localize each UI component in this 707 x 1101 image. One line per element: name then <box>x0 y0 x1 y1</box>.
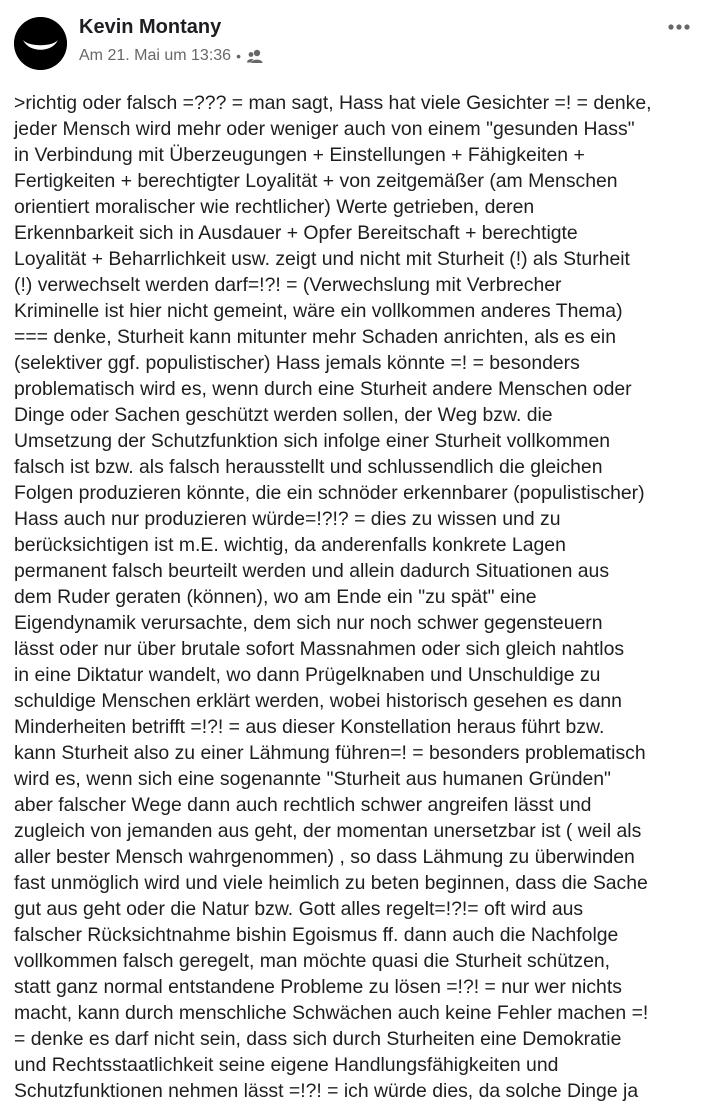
more-horizontal-icon[interactable] <box>664 17 694 37</box>
avatar-logo-icon <box>14 17 67 70</box>
meta-separator: • <box>236 48 241 64</box>
post-body-text: >richtig oder falsch =??? = man sagt, Hass hat viele Gesichter =! = denke, jeder Mensch wird mehr oder weniger auch von einem "gesunden Hass" in Verbindung mit Überzeugungen + Einstellungen + Fähigkeiten + Fertigkeiten + berechtigter Loyalität + von zeitgemäßer (am Menschen orientiert moralischer wie rechtlicher) Werte getrieben, deren Erkennbarkeit sich in Ausdauer + Opfer Bereitschaft + berechtigte Loyalität + Beharrlichkeit usw. zeigt und nicht mit Sturheit (!) als Sturheit (!) verwechselt werden darf=!?! = (Verwechslung mit Verbrecher Kriminelle ist hier nicht gemeint, wäre ein vollkommen anderes Thema) === denke, Sturheit kann mitunter mehr Schaden anrichten, als es ein (selektiver ggf. populistischer) Hass jemals könnte =! = besonders problematisch wird es, wenn durch eine Sturheit andere Menschen oder Dinge oder Sachen geschützt werden sollen, der Weg bzw. die Umsetzung der Schutzfunktion sich infolge einer Sturheit vollkommen falsch ist bzw. als falsch herausstellt und schlussendlich die gleichen Folgen produzieren könnte, die ein schnöder erkennbarer (populistischer) Hass auch nur produzieren würde=!?!? = dies zu wissen und zu berücksichtigen ist m.E. wichtig, da anderenfalls konkrete Lagen permanent falsch beurteilt werden und allein dadurch Situationen aus dem Ruder geraten (können), wo am Ende ein "zu spät" eine Eigendynamik verursachte, dem sich nur noch schwer gegensteuern lässt oder nur über brutale sofort Massnahmen oder sich gleich nahtlos in eine Diktatur wandelt, wo dann Prügelknaben und Unschuldige zu schuldige Menschen erklärt werden, wobei historisch gesehen es dann Minderheiten betrifft =!?! = aus dieser Konstellation heraus führt bzw. kann Sturheit also zu einer Lähmung führen=! = besonders problematisch wird es, wenn sich eine sogenannte "Sturheit aus humanen Gründen" aber falscher Wege dann auch rechtlich schwer angreifen lässt und zugleich von jemanden aus geht, der momentan unersetzbar ist ( weil als aller bester Mensch wahrgenommen) , so dass Lähmung zu überwinden fast unmöglich wird und viele heimlich zu beten beginnen, dass die Sache gut aus geht oder die Natur bzw. Gott alles regelt=!?!= oft wird aus falscher Rücksichtnahme bishin Egoismus ff. dann auch die Nachfolge vollkommen falsch geregelt, man möchte quasi die Sturheit schützen, statt ganz normal entstandene Probleme zu lösen =!?! = nur wer nichts macht, kann durch menschliche Schwächen auch keine Fehler machen =! = denke es darf nicht sein, dass sich durch Sturheiten eine Demokratie und Rechtsstaatlichkeit seine eigene Handlungsfähigkeiten und Schutzfunktionen nehmen lässt =!?! = ich würde dies, da solche Dinge ja <box>14 92 652 1101</box>
post-meta <box>79 46 264 66</box>
friends-icon[interactable] <box>246 48 264 64</box>
post-header <box>0 0 707 84</box>
avatar[interactable] <box>14 17 67 70</box>
author-name[interactable]: Kevin Montany <box>79 16 222 38</box>
post-timestamp[interactable]: Am 21. Mai um 13:36 <box>79 47 232 64</box>
